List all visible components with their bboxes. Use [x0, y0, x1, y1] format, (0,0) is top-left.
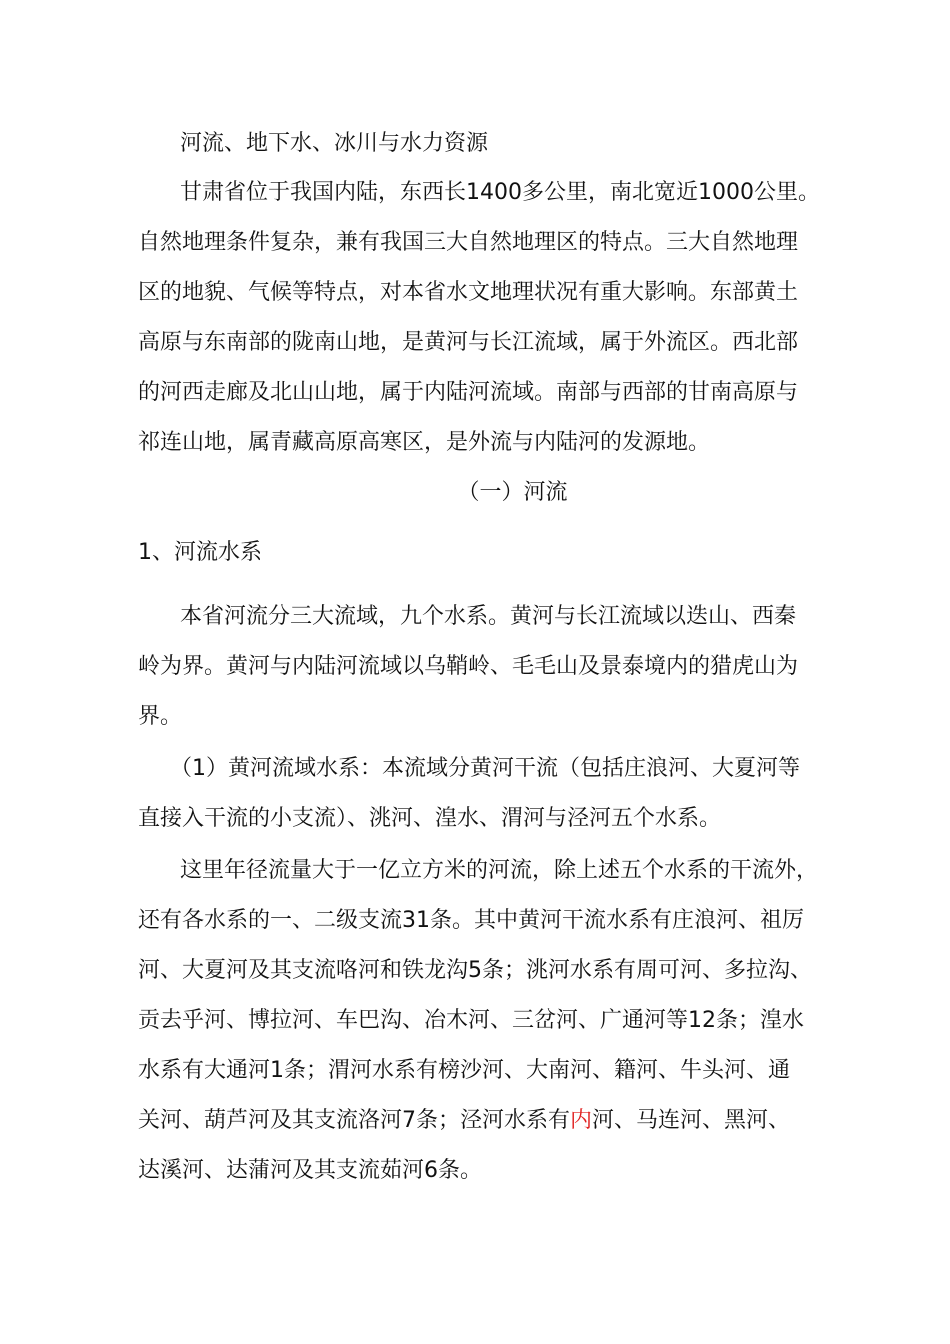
para3-line-5: 水系有大通河1条；渭河水系有榜沙河、大南河、籍河、牛头河、通 [138, 1058, 790, 1083]
intro-line-4: 高原与东南部的陇南山地，是黄河与长江流域，属于外流区。西北部 [138, 330, 799, 355]
para3-line-6-part-b: 河、马连河、黑河、 [592, 1108, 791, 1133]
intro-line-2: 自然地理条件复杂，兼有我国三大自然地理区的特点。三大自然地理 [138, 230, 799, 255]
sub-title: 1、河流水系 [138, 540, 262, 565]
section-title: （一）河流 [457, 480, 568, 505]
para3-line-6 [138, 1106, 828, 1136]
para3-line-6-part-a: 关河、葫芦河及其支流洛河7条；泾河水系有 [138, 1108, 570, 1133]
para3-line-3: 河、大夏河及其支流咯河和铁龙沟5条；洮河水系有周可河、多拉沟、 [138, 958, 812, 983]
para1-line-3: 界。 [138, 704, 183, 729]
para1-line-1: 本省河流分三大流域，九个水系。黄河与长江流域以迭山、西秦 [180, 604, 797, 629]
intro-line-5: 的河西走廊及北山山地，属于内陆河流域。南部与西部的甘南高原与 [138, 380, 799, 405]
para3-line-1: 这里年径流量大于一亿立方米的河流，除上述五个水系的干流外， [180, 858, 819, 883]
para2-line-2: 直接入干流的小支流）、洮河、湟水、渭河与泾河五个水系。 [138, 806, 722, 831]
doc-title: 河流、地下水、冰川与水力资源 [180, 131, 489, 156]
para3-line-7: 达溪河、达蒲河及其支流茹河6条。 [138, 1158, 482, 1183]
para3-line-2: 还有各水系的一、二级支流31条。其中黄河干流水系有庄浪河、祖厉 [138, 908, 804, 933]
para1-line-2: 岭为界。黄河与内陆河流域以乌鞘岭、毛毛山及景泰境内的猎虎山为 [138, 654, 799, 679]
highlighted-char: 内 [570, 1108, 593, 1133]
intro-line-1: 甘肃省位于我国内陆，东西长1400多公里，南北宽近1000公里。 [180, 180, 820, 205]
intro-line-6: 祁连山地，属青藏高原高寒区，是外流与内陆河的发源地。 [138, 430, 711, 455]
intro-line-3: 区的地貌、气候等特点，对本省水文地理状况有重大影响。东部黄土 [138, 280, 799, 305]
para2-line-1: （1）黄河流域水系：本流域分黄河干流（包括庄浪河、大夏河等 [170, 756, 800, 781]
para3-line-4: 贡去乎河、博拉河、车巴沟、冶木河、三岔河、广通河等12条；湟水 [138, 1008, 804, 1033]
